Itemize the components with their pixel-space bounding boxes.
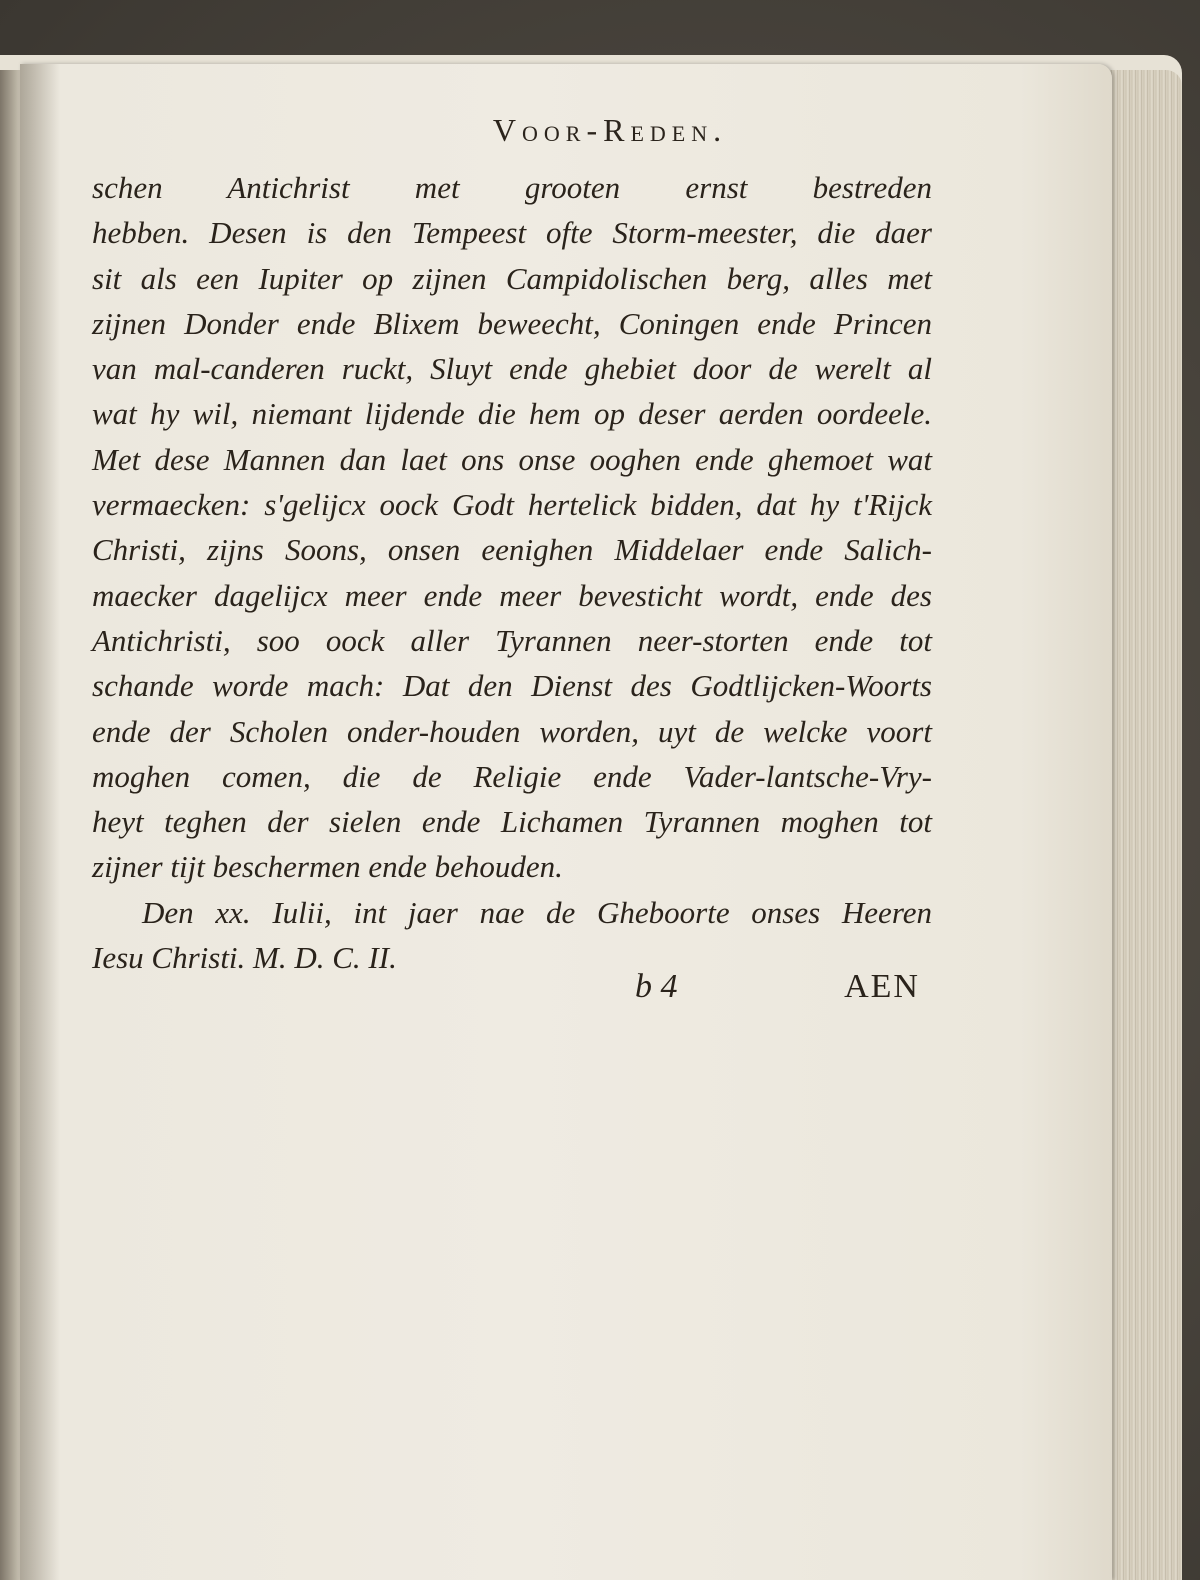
text-line: moghen comen, die de Religie ende Vader-lantsche-Vry- <box>92 758 932 794</box>
text-line: zijner tijt beschermen ende behouden. <box>92 849 563 885</box>
date-line: Den xx. Iulii, int jaer nae de Gheboorte onses Heeren <box>142 894 932 930</box>
running-head-text: Voor-Reden. <box>492 112 728 148</box>
text-line: Met dese Mannen dan laet ons onse ooghen ende ghemoet wat <box>92 441 932 477</box>
gutter-shadow <box>20 64 60 1580</box>
previous-leaf-edge <box>0 70 20 1580</box>
body-text <box>92 165 932 980</box>
text-line: van mal-canderen ruckt, Sluyt ende ghebiet door de werelt al <box>92 351 932 387</box>
running-head <box>0 112 1200 149</box>
signature-mark: b 4 <box>635 968 678 1005</box>
text-line: wat hy wil, niemant lijdende die hem op deser aerden oordeele. <box>92 396 932 432</box>
text-line: Christi, zijns Soons, onsen eenighen Middelaer ende Salich- <box>92 532 932 568</box>
text-line: ende der Scholen onder-houden worden, uyt de welcke voort <box>92 713 932 749</box>
page-edges <box>1100 70 1182 1580</box>
text-line: sit als een Iupiter op zijnen Campidolischen berg, alles met <box>92 260 932 296</box>
text-line: heyt teghen der sielen ende Lichamen Tyrannen moghen tot <box>92 804 932 840</box>
catchword: AEN <box>844 968 920 1005</box>
text-line: zijnen Donder ende Blixem beweecht, Coningen ende Princen <box>92 305 932 341</box>
text-line: schen Antichrist met grooten ernst bestreden <box>92 170 932 205</box>
text-line: Antichristi, soo oock aller Tyrannen neer-storten ende tot <box>92 622 932 658</box>
text-line: hebben. Desen is den Tempeest ofte Storm-meester, die daer <box>92 215 932 251</box>
text-line: maecker dagelijcx meer ende meer bevesticht wordt, ende des <box>92 577 932 613</box>
text-line: vermaecken: s'gelijcx oock Godt hertelick bidden, dat hy t'Rijck <box>92 487 932 523</box>
text-line: schande worde mach: Dat den Dienst des Godtlijcken-Woorts <box>92 668 932 704</box>
date-line-continued: Iesu Christi. M. D. C. II. <box>92 940 397 976</box>
